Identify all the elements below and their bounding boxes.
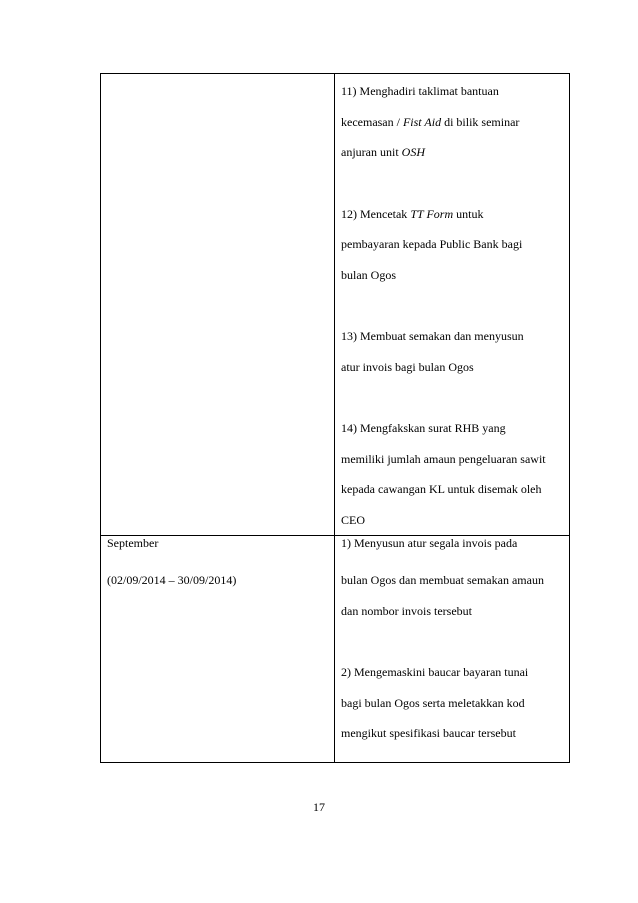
task-list: [335, 74, 569, 535]
task-text: kecemasan /: [341, 114, 403, 129]
task-text: 12) Mencetak: [341, 206, 411, 221]
task-text: di bilik seminar: [441, 114, 520, 129]
task-line: [341, 688, 563, 719]
period-name: [107, 76, 328, 107]
task-text: dan nombor invois tersebut: [341, 603, 472, 618]
table-row: [101, 74, 570, 536]
task-text: bulan Ogos dan membuat semakan amaun: [341, 573, 544, 587]
task-line: [341, 505, 563, 536]
italic-term: OSH: [401, 145, 425, 159]
task-line: [341, 199, 563, 230]
task-item: [341, 321, 563, 382]
task-item: [341, 657, 563, 749]
task-line: [341, 229, 563, 260]
task-line: [341, 657, 563, 688]
task-line: [341, 321, 563, 352]
task-text: pembayaran kepada Public Bank bagi: [341, 237, 523, 251]
task-text: untuk: [453, 206, 484, 221]
period-name: September: [107, 536, 159, 550]
period-range: (02/09/2014 – 30/09/2014): [107, 573, 237, 587]
italic-term: TT Form: [410, 206, 454, 221]
task-item: [341, 413, 563, 535]
task-line: [341, 565, 563, 596]
tasks-cell: [335, 74, 570, 536]
period-cell: [101, 536, 335, 763]
task-item: [341, 76, 563, 168]
task-text: 11) Menghadiri taklimat bantuan: [341, 84, 499, 98]
task-text: 1) Menyusun atur segala invois pada: [341, 536, 518, 550]
task-text: kepada cawangan KL untuk disemak oleh: [341, 482, 542, 496]
task-text: 14) Mengfakskan surat RHB yang: [341, 421, 506, 435]
task-line: [341, 260, 563, 291]
task-line: [341, 107, 563, 138]
task-text: CEO: [341, 512, 365, 527]
task-item: [341, 537, 563, 626]
task-item: [341, 199, 563, 291]
task-line: [341, 413, 563, 444]
task-text: 13) Membuat semakan dan menyusun: [341, 329, 524, 343]
task-list: [335, 536, 569, 749]
task-spacer: [341, 382, 563, 413]
period-cell: [101, 74, 335, 536]
task-line: [341, 352, 563, 383]
task-line: [341, 474, 563, 505]
task-text: bulan Ogos: [341, 267, 396, 282]
task-spacer: [341, 626, 563, 657]
page-number: 17: [313, 800, 325, 814]
task-text: memiliki jumlah amaun pengeluaran sawit: [341, 451, 546, 466]
task-spacer: [341, 168, 563, 199]
task-line: [341, 137, 563, 168]
task-line: [341, 596, 563, 627]
task-spacer: [341, 290, 563, 321]
task-text: atur invois bagi bulan Ogos: [341, 359, 474, 374]
table-row: [101, 536, 570, 763]
task-text: mengikut spesifikasi baucar tersebut: [341, 726, 516, 740]
task-line: [341, 537, 563, 565]
italic-term: Fist Aid: [402, 114, 442, 129]
task-line: [341, 444, 563, 475]
activity-log-table: [100, 73, 570, 763]
task-text: anjuran unit: [341, 145, 402, 159]
task-line: [341, 718, 563, 749]
task-line: [341, 76, 563, 107]
task-text: bagi bulan Ogos serta meletakkan kod: [341, 695, 525, 710]
task-text: 2) Mengemaskini baucar bayaran tunai: [341, 665, 529, 679]
tasks-cell: [335, 536, 570, 763]
